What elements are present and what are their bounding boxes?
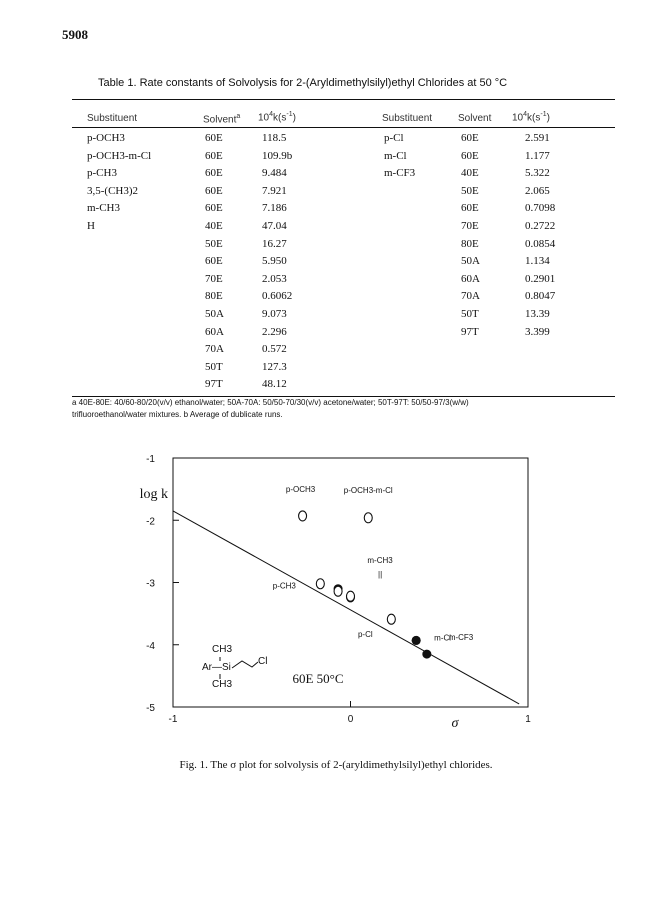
point-label: m-Cl [434,633,452,643]
figure-caption: Fig. 1. The σ plot for solvolysis of 2-(aryldimethylsilyl)ethyl chlorides. [179,759,493,771]
data-point-open [387,614,395,624]
table-cell-solvent: 50T [205,360,223,373]
table-cell-solvent: 60E [205,149,223,162]
table-footnote-2: trifluoroethanol/water mixtures. b Average of dublicate runs. [72,410,283,419]
y-tick-label: -5 [146,703,155,714]
data-point-filled [422,650,431,659]
x-axis-label: σ [451,716,459,731]
table-cell-rate: 0.2722 [525,220,556,232]
table-cell-substituent: p-CH3 [87,167,117,180]
table-cell-rate: 109.9b [262,149,293,162]
table-cell-rate: 118.5 [262,132,287,144]
point-label: m-CH3 [367,556,393,566]
table-cell-rate: 13.39 [525,308,550,320]
table-cell-solvent: 50A [205,308,224,320]
table-cell-solvent: 97T [461,325,479,338]
table-cell-substituent: m-CH3 [87,202,120,215]
table-cell-rate: 2.296 [262,325,287,338]
table-cell-rate: 9.484 [262,167,287,180]
table-cell-rate: 7.186 [262,202,287,215]
structure-cl: Cl [258,656,268,667]
table-cell-solvent: 60E [205,255,223,268]
header-substituent-left: Substituent [87,113,138,124]
table-cell-substituent: m-CF3 [384,167,416,180]
structure-ch3-top: CH3 [212,644,233,655]
table-cell-solvent: 50E [205,237,223,250]
table-cell-rate: 3.399 [525,325,550,338]
table-cell-solvent: 80E [461,237,479,250]
table-cell-rate: 2.591 [525,132,550,144]
table-cell-rate: 1.177 [525,149,550,162]
structure-si: Ar—Si [202,662,231,673]
point-label: p-OCH3 [285,484,316,494]
table-cell-rate: 0.572 [262,343,287,356]
table-cell-substituent: H [87,220,95,232]
table-cell-rate: 5.322 [525,167,550,180]
data-point-open [334,586,342,596]
point-label: p-Cl [357,630,373,640]
table-cell-rate: 9.073 [262,308,287,320]
table-cell-rate: 2.053 [262,272,287,285]
y-tick-label: -2 [146,516,155,528]
x-tick-label: 1 [525,714,531,725]
table-cell-substituent: p-OCH3-m-Cl [87,149,152,162]
point-label: p-CH3 [272,581,296,591]
table-cell-solvent: 70E [461,220,479,232]
point-label: m-CF3 [448,633,474,643]
table-footnote-1: a 40E-80E: 40/60-80/20(v/v) ethanol/water; 50A-70A: 50/50-70/30(v/v) acetone/water; 50T-97T: 50/50-97/3(w/w) [72,398,469,407]
header-solvent-left: Solvent$^a$ [203,113,241,126]
table-cell-rate: 0.0854 [525,237,556,250]
y-tick-label: -4 [146,640,155,652]
y-tick-label: -1 [146,454,155,465]
table-cell-solvent: 60A [205,325,224,338]
y-tick-label: -3 [146,578,155,590]
table-cell-substituent: m-Cl [384,149,407,162]
data-point-filled [412,636,421,645]
table-cell-rate: 0.6062 [262,290,293,303]
x-tick-label: -1 [168,714,178,725]
data-point-open [299,511,307,521]
table-cell-solvent: 60E [205,202,223,215]
table-cell-solvent: 50E [461,184,479,197]
structure-ch3-bottom: CH3 [212,679,233,690]
table-cell-rate: 0.2901 [525,272,556,285]
table-cell-solvent: 60E [205,184,223,197]
table-cell-substituent: 3,5-(CH3)2 [87,184,139,197]
table-cell-solvent: 60E [205,167,223,180]
table-cell-rate: 48.12 [262,378,287,391]
page-number: 5908 [62,27,88,42]
conditions-label: 60E 50°C [292,671,344,686]
table-cell-solvent: 70A [461,290,480,303]
table-cell-rate: 1.134 [525,255,550,268]
table-cell-solvent: 70E [205,272,223,285]
table-caption: Table 1. Rate constants of Solvolysis for 2-(Aryldimethylsilyl)ethyl Chlorides at 50 °C [98,77,508,89]
table-cell-solvent: 50T [461,308,479,320]
table-cell-rate: 127.3 [262,360,287,373]
table-cell-solvent: 60E [205,132,223,144]
table-cell-solvent: 60A [461,272,480,285]
x-tick-label: 0 [347,714,354,725]
point-label: p-OCH3-m-Cl [343,485,393,495]
table-cell-rate: 47.04 [262,220,287,232]
data-point-open [364,513,372,523]
fit-line [173,511,519,704]
table-cell-solvent: 40E [461,167,479,180]
table-cell-rate: 2.065 [525,184,550,197]
table-cell-solvent: 80E [205,290,223,303]
table-cell-solvent: 60E [461,149,479,162]
header-solvent-right: Solvent [458,113,492,124]
data-point-open [316,579,324,589]
table-cell-solvent: 70A [205,343,224,356]
table-cell-solvent: 40E [205,220,223,232]
header-rate-left: $10^4k(s^{-1})$ [258,111,296,124]
table-cell-solvent: 97T [205,378,223,391]
table-cell-solvent: 60E [461,202,479,215]
data-point-open [347,591,355,601]
table-cell-substituent: p-Cl [384,132,404,144]
m-ch3-mark: || [377,570,383,580]
y-axis-label: log k [139,487,168,502]
table-cell-rate: 0.7098 [525,202,556,215]
table-cell-rate: 5.950 [262,255,287,268]
table-cell-solvent: 60E [461,132,479,144]
table-cell-rate: 7.921 [262,184,287,197]
table-cell-rate: 0.8047 [525,290,556,303]
header-substituent-right: Substituent [382,113,433,124]
table-cell-substituent: p-OCH3 [87,132,125,144]
structure-ethyl-chain [232,661,258,668]
header-rate-right: $10^4k(s^{-1})$ [512,111,550,124]
table-cell-rate: 16.27 [262,237,287,250]
table-cell-solvent: 50A [461,255,480,268]
